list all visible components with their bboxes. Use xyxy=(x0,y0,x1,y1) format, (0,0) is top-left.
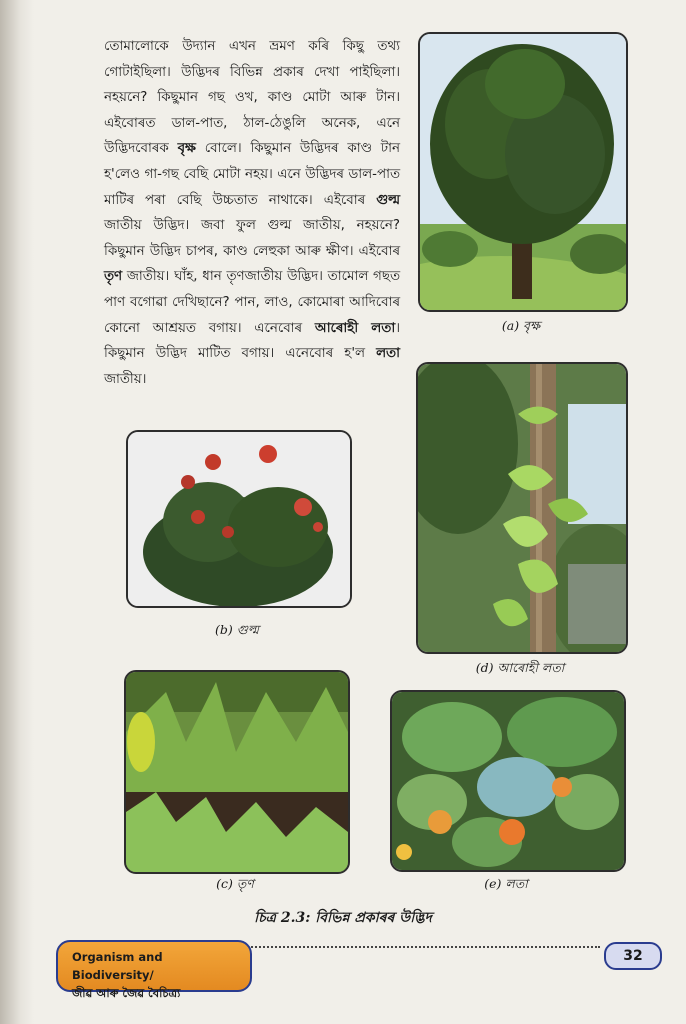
term-herb: তৃণ xyxy=(104,269,123,285)
caption-e: (e) লতা xyxy=(484,876,528,891)
footer-title-as: জীৱ আৰু জৈৱ বৈচিত্ৰ্য xyxy=(72,986,181,1000)
text-part: জাতীয়। xyxy=(104,371,147,387)
photo-herb xyxy=(124,670,350,874)
text-part: জাতীয় উদ্ভিদ। জবা ফুল গুল্ম জাতীয়, নহয়নে? কিছুমান উদ্ভিদ চাপৰ, কাণ্ড লেহুকা আৰু ক্ষীণ। এইবোৰ xyxy=(104,218,400,259)
body-paragraph xyxy=(104,34,400,392)
footer-chapter-badge xyxy=(56,940,252,1000)
footer-divider xyxy=(240,946,600,948)
herb-illustration xyxy=(126,672,348,872)
creeper-illustration xyxy=(392,692,624,870)
text-part: বোলে। কিছুমান উদ্ভিদৰ কাণ্ড টান হ'লেও গা-গছ বেছি মোটা নহয়। এনে উদ্ভিদৰ ডাল-পাত মাটিৰ পৰা বেছি উচ্চতাত নাথাকে। এইবোৰ xyxy=(104,141,400,208)
term-tree: বৃক্ষ xyxy=(177,141,196,157)
tree-illustration xyxy=(420,34,626,310)
photo-tree xyxy=(418,32,628,312)
term-creeper: লতা xyxy=(376,346,400,362)
photo-shrub xyxy=(126,430,352,608)
term-climber: আৰোহী লতা xyxy=(314,320,396,336)
caption-b: (b) গুল্ম xyxy=(215,622,259,637)
figure-caption: চিত্ৰ 2.3: বিভিন্ন প্ৰকাৰৰ উদ্ভিদ xyxy=(254,910,432,926)
term-shrub: গুল্ম xyxy=(376,192,400,208)
footer-title-en: Organism and Biodiversity/ xyxy=(72,950,163,982)
caption-c: (c) তৃণ xyxy=(216,876,254,891)
photo-creeper xyxy=(390,690,626,872)
text-part: তোমালোকে উদ্যান এখন ভ্ৰমণ কৰি কিছু তথ্য গোটাইছিলা। উদ্ভিদৰ বিভিন্ন প্ৰকাৰ দেখা পাইছিলা। নহয়নে? কিছুমান গছ ওখ, কাণ্ড মোটা আৰু টান। এইবোৰত ডাল-পাত, ঠাল-ঠেঙুলি অনেক, এনে উদ্ভিদবোৰক xyxy=(104,39,400,157)
climber-illustration xyxy=(418,364,626,652)
text-part: । কিছুমান উদ্ভিদ মাটিত বগায়। এনেবোৰ হ'ল xyxy=(104,320,401,362)
photo-climber xyxy=(416,362,628,654)
page-binding-shadow xyxy=(0,0,34,1024)
text-part: জাতীয়। ঘাঁহ, ধান তৃণজাতীয় উদ্ভিদ। তামোল গছত পাণ বগোৱা দেখিছানে? পান, লাও, কোমোৰা আদিবোৰ কোনো আশ্ৰয়ত বগায়। এনেবোৰ xyxy=(104,269,400,336)
caption-d: (d) আৰোহী লতা xyxy=(475,660,565,675)
page-number: 32 xyxy=(604,942,662,970)
caption-a: (a) বৃক্ষ xyxy=(501,318,541,333)
shrub-illustration xyxy=(128,432,350,606)
